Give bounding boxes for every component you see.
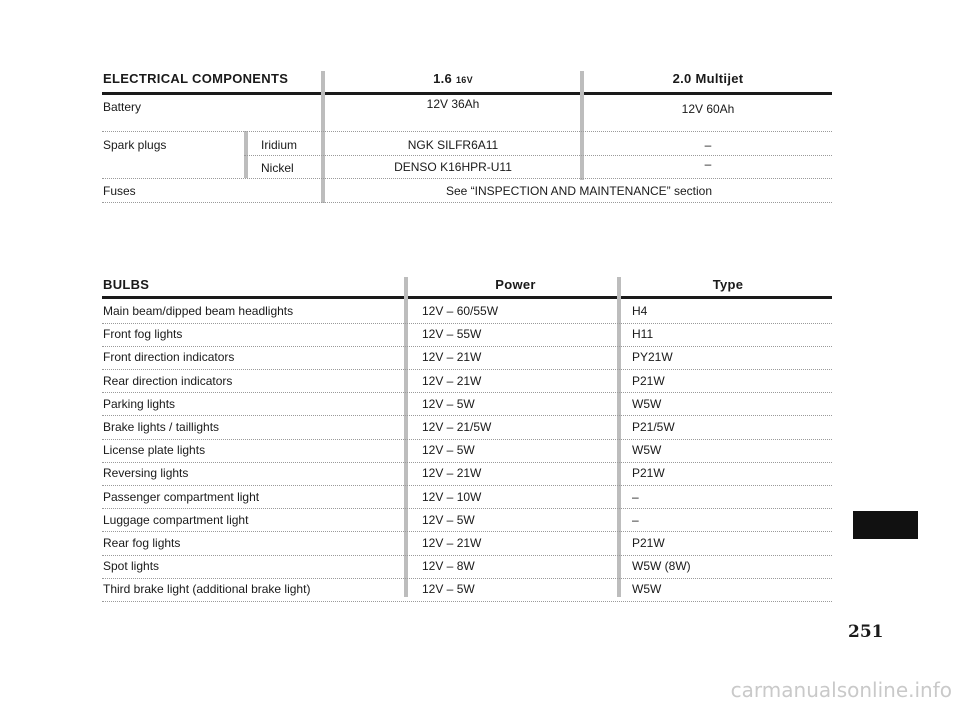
iridium-value-1: NGK SILFR6A11 xyxy=(407,138,499,152)
bulb-power: 12V – 55W xyxy=(422,327,482,342)
nickel-label: Nickel xyxy=(261,161,294,175)
bulb-type: W5W (8W) xyxy=(632,559,691,574)
rule xyxy=(102,346,832,347)
rule xyxy=(102,369,832,370)
electrical-header-rule xyxy=(102,92,832,95)
bulb-name: Third brake light (additional brake light) xyxy=(103,582,311,597)
col1-sub: 16V xyxy=(455,75,473,85)
section-tab-marker xyxy=(853,511,918,539)
bulbs-divider-1 xyxy=(404,277,408,597)
bulb-type: W5W xyxy=(632,582,662,597)
bulb-type: W5W xyxy=(632,396,662,411)
bulb-power: 12V – 5W xyxy=(422,512,475,527)
bulb-name: Rear direction indicators xyxy=(103,373,233,388)
battery-label: Battery xyxy=(103,100,142,114)
spark-plugs-label: Spark plugs xyxy=(103,138,167,152)
rule xyxy=(102,392,832,393)
rule xyxy=(102,601,832,602)
bulb-type: H11 xyxy=(632,327,654,342)
page-number: 251 xyxy=(848,622,884,642)
electrical-title: ELECTRICAL COMPONENTS xyxy=(103,71,289,86)
rule xyxy=(244,155,832,156)
bulb-type: PY21W xyxy=(632,350,673,365)
iridium-label: Iridium xyxy=(261,138,298,152)
bulb-name: Main beam/dipped beam headlights xyxy=(103,304,294,318)
bulb-power: 12V – 21W xyxy=(422,350,482,365)
fuses-value: See “INSPECTION AND MAINTENANCE” section xyxy=(445,184,713,198)
bulb-type: W5W xyxy=(632,443,662,458)
rule xyxy=(102,415,832,416)
rule xyxy=(102,439,832,440)
bulb-name: Spot lights xyxy=(103,559,160,574)
bulbs-header-rule xyxy=(102,296,832,299)
bulb-name: Luggage compartment light xyxy=(103,512,249,527)
bulb-power: 12V – 8W xyxy=(422,559,475,574)
bulb-power: 12V – 5W xyxy=(422,396,475,411)
bulb-power: 12V – 21W xyxy=(422,536,482,550)
bulb-type: P21W xyxy=(632,373,665,388)
bulb-type: – xyxy=(632,512,639,527)
bulb-power: 12V – 60/55W xyxy=(422,304,499,318)
bulbs-divider-2 xyxy=(617,277,621,597)
bulb-name: Brake lights / taillights xyxy=(103,420,220,434)
rule xyxy=(102,485,832,486)
bulbs-title: BULBS xyxy=(103,277,150,292)
rule xyxy=(102,178,832,179)
electrical-divider-1 xyxy=(321,71,325,203)
bulb-power: 12V – 10W xyxy=(422,489,482,504)
iridium-value-2: – xyxy=(704,138,712,152)
rule xyxy=(102,555,832,556)
battery-value-2: 12V 60Ah xyxy=(681,102,735,116)
bulb-name: Parking lights xyxy=(103,396,176,411)
rule xyxy=(102,531,832,532)
bulb-power: 12V – 21/5W xyxy=(422,420,492,434)
bulb-type: H4 xyxy=(632,304,648,318)
bulb-power: 12V – 5W xyxy=(422,443,475,458)
watermark: carmanualsonline.info xyxy=(730,678,952,702)
col1-main: 1.6 xyxy=(433,71,453,86)
bulb-power: 12V – 21W xyxy=(422,373,482,388)
bulb-power: 12V – 21W xyxy=(422,466,482,481)
bulb-name: Passenger compartment light xyxy=(103,489,260,504)
bulb-type: P21/5W xyxy=(632,420,675,434)
battery-value-1: 12V 36Ah xyxy=(426,97,480,111)
bulb-type: P21W xyxy=(632,466,665,481)
bulb-name: Front direction indicators xyxy=(103,350,235,365)
rule xyxy=(102,131,832,132)
bulb-power: 12V – 5W xyxy=(422,582,475,597)
nickel-value-1: DENSO K16HPR-U11 xyxy=(394,160,512,174)
bulb-name: License plate lights xyxy=(103,443,206,458)
bulb-name: Reversing lights xyxy=(103,466,189,481)
bulb-name: Rear fog lights xyxy=(103,536,181,550)
power-header: Power xyxy=(495,277,536,292)
rule xyxy=(102,323,832,324)
bulb-type: – xyxy=(632,489,639,504)
electrical-col1-header xyxy=(326,71,580,86)
bulb-name: Front fog lights xyxy=(103,327,183,342)
rule xyxy=(102,462,832,463)
fuses-label: Fuses xyxy=(103,184,136,198)
electrical-col2-header: 2.0 Multijet xyxy=(672,71,744,86)
rule xyxy=(102,202,832,203)
bulb-type: P21W xyxy=(632,536,665,550)
rule xyxy=(102,508,832,509)
type-header: Type xyxy=(712,277,744,292)
nickel-value-2: – xyxy=(704,157,712,171)
rule xyxy=(102,578,832,579)
